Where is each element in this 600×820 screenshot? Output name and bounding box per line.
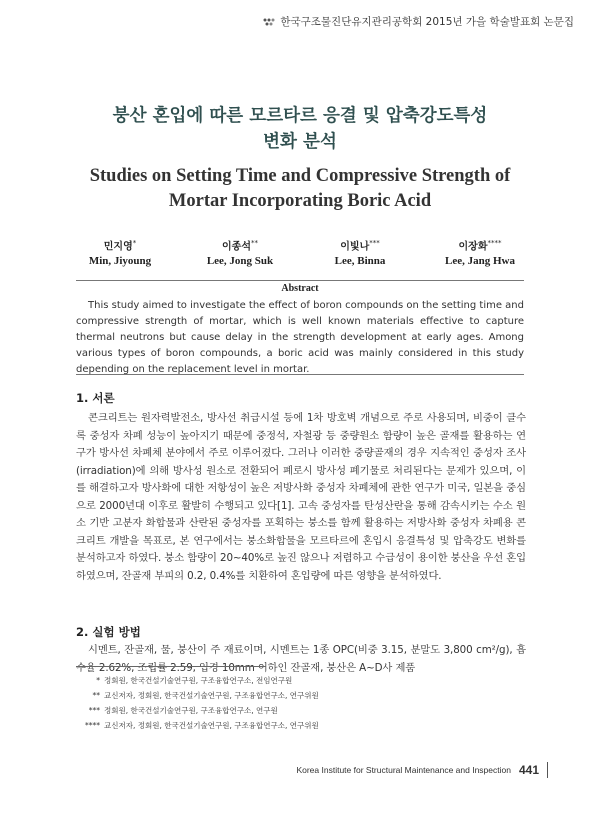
- author-name-ko: 이장화: [458, 241, 488, 253]
- footnote-item: ** 교신저자, 정회원, 한국건설기술연구원, 구조융합연구소, 연구위원: [92, 691, 319, 700]
- author-2: [180, 236, 300, 269]
- author-name-en: Min, Jiyoung: [88, 255, 152, 268]
- author-name-ko: 이빛나: [340, 241, 370, 253]
- page-footer: [296, 762, 548, 778]
- author-list: [60, 236, 540, 269]
- page-number: 441: [518, 763, 539, 777]
- header-text: 한국구조물진단유지관리공학회 2015년 가을 학술발표회 논문집: [280, 16, 574, 28]
- author-name-en: Lee, Jong Suk: [206, 255, 274, 268]
- abstract-heading: Abstract: [281, 283, 319, 294]
- abstract-bottom-rule: [76, 374, 524, 375]
- footnote-rule: [76, 666, 266, 667]
- abstract-text: This study aimed to investigate the effect of boron compounds on the setting time and compressive strength of mortar, which is well known materials effective to capture thermal neutrons but cause delay in the strength development at early ages. Among various types of boron compounds, a boric acid was mainly considered in this study depending on the replacement level in mortar.: [76, 300, 524, 375]
- footnote-item: * 정회원, 한국건설기술연구원, 구조융합연구소, 전임연구원: [96, 676, 293, 685]
- author-3: [300, 236, 420, 269]
- author-4: [420, 236, 540, 269]
- footnote-item: **** 교신저자, 정회원, 한국건설기술연구원, 구조융합연구소, 연구위원: [85, 721, 319, 730]
- author-name-ko: 민지영: [103, 241, 133, 253]
- section-body-introduction: 콘크리트는 원자력발전소, 방사선 취급시설 등에 1차 방호벽 개념으로 주로 사용되며, 비중이 클수록 중성자 차폐 성능이 높아지기 때문에 중정석, 자철광 등 중량원소 함량이 높은 골재를 활용하는 연구가 방사선 차폐체 분야에서 주로 이루어졌다. 그러나 이러한 중량골재의 경우 지속적인 중성자 조사(irradiation)에 의해 방사성 원소로 전환되어 폐로시 방사성 폐기물로 처리된다는 문제가 있으며, 이를 해결하고자 방사화에 대한 저항성이 높은 저방사화 중성자 차폐체에 관한 연구가 미국, 일본을 중심으로 2000년대 이후로 활발히 수행되고 있다[1]. 고속 중성자를 탄성산란을 통해 감속시키는 수소 원소 기반 고분자 화합물과 산란된 중성자를 포획하는 붕소를 함께 활용하는 저방사화 중성자 차폐용 콘크리트 개발을 목표로, 본 연구에서는 붕소화합물을 모르타르에 혼입시 응결특성 및 압축강도 변화를 분석하고자 하였다. 붕소 함량이 20~40%로 높진 않으나 저렴하고 수급성이 용이한 붕산을 우선 혼입하였으며, 잔골재 부피의 0.2, 0.4%를 치환하여 혼입량에 따른 영향을 분석하였다.: [76, 412, 526, 582]
- english-title-line1: Studies on Setting Time and Compressive Strength of: [89, 166, 511, 186]
- footnotes: [80, 673, 319, 733]
- author-name-en: Lee, Jang Hwa: [445, 255, 515, 268]
- section-heading-introduction: 1. 서론: [76, 391, 115, 405]
- running-header: [262, 14, 574, 29]
- korean-title-line2: 변화 분석: [263, 132, 337, 152]
- author-mark: *: [132, 239, 137, 247]
- footnote-item: *** 정회원, 한국건설기술연구원, 구조융합연구소, 연구원: [88, 706, 278, 715]
- header-logo-icon: [262, 17, 276, 27]
- section-heading-method: 2. 실험 방법: [76, 625, 141, 639]
- author-mark: ****: [487, 239, 502, 247]
- korean-title-line1: 붕산 혼입에 따른 모르타르 응결 및 압축강도특성: [112, 106, 488, 126]
- footer-divider: [547, 762, 548, 778]
- english-title-line2: Mortar Incorporating Boric Acid: [168, 191, 432, 211]
- section-body-method: 시멘트, 잔골재, 물, 붕산이 주 재료이며, 시멘트는 1종 OPC(비중 3.15, 분말도 3,800 cm²/g), 흡수율 2.62%, 조립률 2.59, 입경 10mm 이하인 잔골재, 붕산은 A~D사 제품: [76, 644, 526, 674]
- footer-institute: Korea Institute for Structural Maintenance and Inspection: [296, 765, 511, 775]
- author-name-ko: 이종석: [222, 241, 251, 253]
- author-1: [60, 236, 180, 269]
- author-mark: **: [250, 239, 258, 247]
- abstract-top-rule: [76, 280, 524, 281]
- author-name-en: Lee, Binna: [334, 255, 386, 268]
- author-mark: ***: [369, 239, 380, 247]
